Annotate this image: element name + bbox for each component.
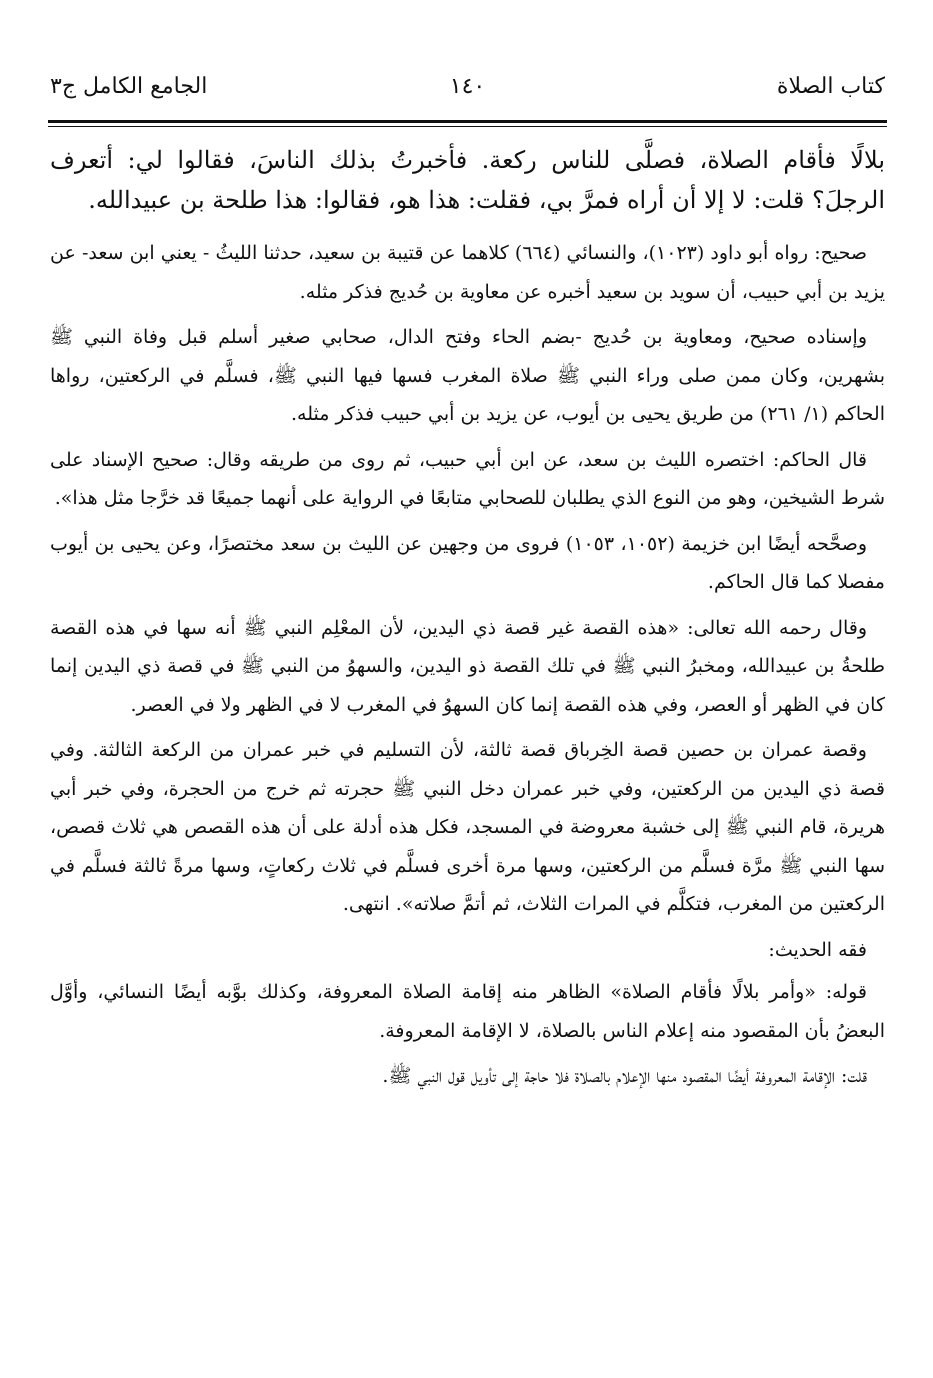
paragraph-ibn-khuzaymah: وصحَّحه أيضًا ابن خزيمة (١٠٥٢، ١٠٥٣) فروى من وجهين عن الليث بن سعد مختصرًا، وعن يحيى بن أيوب مفصلا كما قال الحاكم. bbox=[50, 532, 885, 593]
paragraph-isnad: وإسناده صحيح، ومعاوية بن حُديج -بضم الحاء وفتح الدال، صحابي صغير أسلم قبل وفاة النبي ﷺ بشهرين، وكان ممن صلى وراء النبي ﷺ صلاة المغرب فسها فيها النبي ﷺ، فسلَّم في الركعتين، رواها الحاكم (١/ ٢٦١) من طريق يحيى بن أيوب، عن يزيد بن أبي حبيب فذكر مثله. bbox=[50, 326, 885, 425]
hadith-text: بلالًا فأقام الصلاة، فصلَّى للناس ركعة. فأخبرتُ بذلك الناسَ، فقالوا لي: أتعرف الرجلَ؟ قلت: لا إلا أن أراه فمرَّ بي، فقلت: هذا هو، فقالوا: هذا طلحة بن عبيدالله. bbox=[50, 146, 885, 214]
paragraph-takhrij: صحيح: رواه أبو داود (١٠٢٣)، والنسائي (٦٦٤) كلاهما عن قتيبة بن سعيد، حدثنا الليثُ - يعني ابن سعد- عن يزيد بن أبي حبيب، أن سويد بن سعيد أخبره عن معاوية بن حُديج فذكر مثله. bbox=[50, 242, 885, 303]
header-rule-thin bbox=[48, 126, 887, 127]
header-rule-thick bbox=[48, 120, 887, 123]
paragraph-imran-story: وقصة عمران بن حصين قصة الخِرباق قصة ثالثة، لأن التسليم في خبر عمران من الركعة الثالثة. وفي قصة ذي اليدين من الركعتين، وفي خبر عمران دخل النبي ﷺ حجرته ثم خرج من الحجرة، وفي خبر أبي هريرة، قام النبي ﷺ إلى خشبة معروضة في المسجد، فكل هذه أدلة على أن هذه القصص هي ثلاث قصص، سها النبي ﷺ مرَّة فسلَّم من الركعتين، وسها مرة أخرى فسلَّم في ثلاث ركعاتٍ، وسها مرةً ثالثة فسلَّم في الركعتين من المغرب، فتكلَّم في المرات الثلاث، ثم أتمَّ صلاته». انتهى. bbox=[50, 739, 885, 915]
chapter-title: كتاب الصلاة bbox=[776, 74, 885, 99]
running-header bbox=[50, 74, 885, 114]
paragraph-fiqh-qawluhu: قوله: «وأمر بلالًا فأقام الصلاة» الظاهر منه إقامة الصلاة المعروفة، وكذلك بوَّبه أيضًا النسائي، وأوَّل البعضُ بأن المقصود منه إعلام الناس بالصلاة، لا الإقامة المعروفة. bbox=[50, 981, 885, 1042]
paragraph-fiqh-qultu: قلت: الإقامة المعروفة أيضًا المقصود منها الإعلام بالصلاة فلا حاجة إلى تأويل قول النبي ﷺ. bbox=[382, 1065, 867, 1087]
page-body bbox=[50, 140, 885, 1103]
paragraph-hakim: قال الحاكم: اختصره الليث بن سعد، عن ابن أبي حبيب، ثم روى من طريقه وقال: صحيح الإسناد على شرط الشيخين، وهو من النوع الذي يطلبان للصحابي متابعًا في الرواية على أنهما جميعًا قد خرَّجا مثل هذا». bbox=[50, 448, 885, 509]
paragraph-commentary: وقال رحمه الله تعالى: «هذه القصة غير قصة ذي اليدين، لأن المعْلِم النبي ﷺ أنه سها في هذه القصة طلحةُ بن عبيدالله، ومخبرُ النبي ﷺ في تلك القصة ذو اليدين، والسهوُ من النبي ﷺ في قصة ذي اليدين إنما كان في الظهر أو العصر، وفي هذه القصة إنما كان السهوُ في المغرب لا في الظهر ولا في العصر. bbox=[50, 616, 885, 716]
book-title: الجامع الكامل ج٣ bbox=[50, 74, 208, 99]
page-number: ١٤٠ bbox=[449, 74, 486, 99]
section-heading-fiqh: فقه الحديث: bbox=[768, 938, 867, 961]
